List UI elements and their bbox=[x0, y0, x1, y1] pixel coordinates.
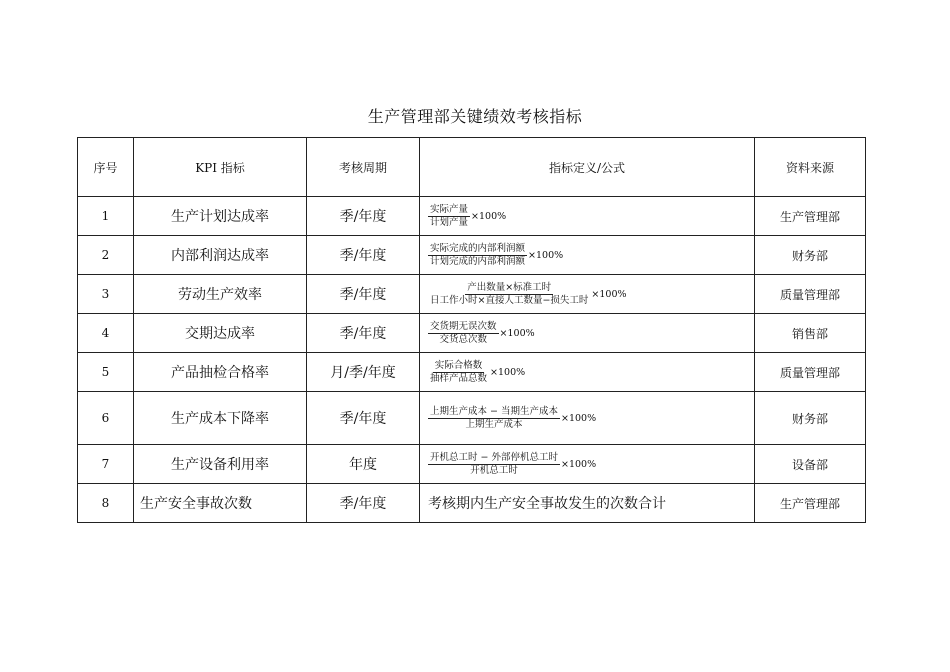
table-row bbox=[78, 484, 866, 523]
kpi-period: 季/年度 bbox=[307, 197, 420, 236]
header-source: 资料来源 bbox=[755, 138, 866, 197]
formula-numerator: 开机总工时 − 外部停机总工时 bbox=[430, 451, 558, 463]
formula-numerator: 实际产量 bbox=[430, 203, 469, 215]
kpi-formula bbox=[420, 197, 755, 236]
row-number: 5 bbox=[78, 353, 134, 392]
header-formula: 指标定义/公式 bbox=[420, 138, 755, 197]
kpi-name: 内部利润达成率 bbox=[134, 236, 307, 275]
kpi-source: 生产管理部 bbox=[755, 484, 866, 523]
kpi-period: 月/季/年度 bbox=[307, 353, 420, 392]
row-number: 1 bbox=[78, 197, 134, 236]
kpi-period: 季/年度 bbox=[307, 484, 420, 523]
kpi-formula bbox=[420, 314, 755, 353]
kpi-formula bbox=[420, 484, 755, 523]
formula-denominator: 上期生产成本 bbox=[465, 418, 523, 430]
table-row bbox=[78, 314, 866, 353]
formula-fraction bbox=[428, 452, 560, 477]
table-row bbox=[78, 445, 866, 484]
formula-multiplier: ×100% bbox=[528, 249, 564, 261]
kpi-name: 生产成本下降率 bbox=[134, 392, 307, 445]
table-row bbox=[78, 275, 866, 314]
formula-numerator: 实际完成的内部利润额 bbox=[430, 242, 526, 254]
formula-multiplier: ×100% bbox=[561, 412, 597, 424]
formula-fraction bbox=[428, 360, 489, 385]
kpi-formula bbox=[420, 392, 755, 445]
formula-multiplier: ×100% bbox=[561, 458, 597, 470]
kpi-source: 质量管理部 bbox=[755, 353, 866, 392]
formula-numerator: 上期生产成本 − 当期生产成本 bbox=[430, 405, 558, 417]
formula-fraction bbox=[428, 406, 560, 431]
formula-multiplier: ×100% bbox=[499, 327, 535, 339]
header-kpi: KPI 指标 bbox=[134, 138, 307, 197]
kpi-formula bbox=[420, 445, 755, 484]
table-row bbox=[78, 353, 866, 392]
formula-fraction bbox=[428, 204, 470, 229]
formula-denominator: 交货总次数 bbox=[439, 333, 488, 345]
table-row bbox=[78, 392, 866, 445]
kpi-period: 季/年度 bbox=[307, 314, 420, 353]
row-number: 2 bbox=[78, 236, 134, 275]
formula-denominator: 开机总工时 bbox=[470, 464, 518, 476]
header-no: 序号 bbox=[78, 138, 134, 197]
kpi-period: 季/年度 bbox=[307, 236, 420, 275]
row-number: 7 bbox=[78, 445, 134, 484]
formula-multiplier: ×100% bbox=[471, 210, 507, 222]
row-number: 3 bbox=[78, 275, 134, 314]
kpi-period: 季/年度 bbox=[307, 275, 420, 314]
formula-fraction bbox=[428, 243, 527, 268]
formula-denominator: 抽样产品总数 bbox=[430, 372, 488, 384]
table-header-row bbox=[78, 138, 866, 197]
table-row bbox=[78, 197, 866, 236]
formula-denominator: 日工作小时×直接人工数量−损失工时 bbox=[430, 294, 589, 306]
kpi-formula bbox=[420, 353, 755, 392]
formula-multiplier: ×100% bbox=[490, 366, 526, 378]
kpi-name: 交期达成率 bbox=[134, 314, 307, 353]
formula-fraction bbox=[428, 321, 499, 346]
row-number: 8 bbox=[78, 484, 134, 523]
page-title: 生产管理部关键绩效考核指标 bbox=[367, 107, 583, 126]
row-number: 4 bbox=[78, 314, 134, 353]
kpi-source: 财务部 bbox=[755, 236, 866, 275]
formula-denominator: 计划完成的内部利润额 bbox=[430, 255, 526, 267]
formula-numerator: 实际合格数 bbox=[434, 359, 483, 371]
kpi-name: 生产安全事故次数 bbox=[134, 484, 307, 523]
kpi-period: 季/年度 bbox=[307, 392, 420, 445]
kpi-formula bbox=[420, 275, 755, 314]
kpi-source: 销售部 bbox=[755, 314, 866, 353]
kpi-source: 设备部 bbox=[755, 445, 866, 484]
kpi-name: 生产计划达成率 bbox=[134, 197, 307, 236]
formula-multiplier: ×100% bbox=[591, 288, 627, 300]
formula-text: 考核期内生产安全事故发生的次数合计 bbox=[428, 496, 666, 512]
formula-numerator: 交货期无误次数 bbox=[430, 320, 497, 332]
table-row bbox=[78, 236, 866, 275]
header-period: 考核周期 bbox=[307, 138, 420, 197]
formula-fraction bbox=[428, 282, 590, 307]
kpi-name: 产品抽检合格率 bbox=[134, 353, 307, 392]
kpi-source: 生产管理部 bbox=[755, 197, 866, 236]
row-number: 6 bbox=[78, 392, 134, 445]
kpi-table bbox=[77, 137, 866, 523]
kpi-name: 劳动生产效率 bbox=[134, 275, 307, 314]
kpi-period: 年度 bbox=[307, 445, 420, 484]
kpi-name: 生产设备利用率 bbox=[134, 445, 307, 484]
kpi-source: 质量管理部 bbox=[755, 275, 866, 314]
kpi-formula bbox=[420, 236, 755, 275]
formula-denominator: 计划产量 bbox=[430, 216, 469, 228]
kpi-source: 财务部 bbox=[755, 392, 866, 445]
formula-numerator: 产出数量×标准工时 bbox=[467, 281, 552, 293]
